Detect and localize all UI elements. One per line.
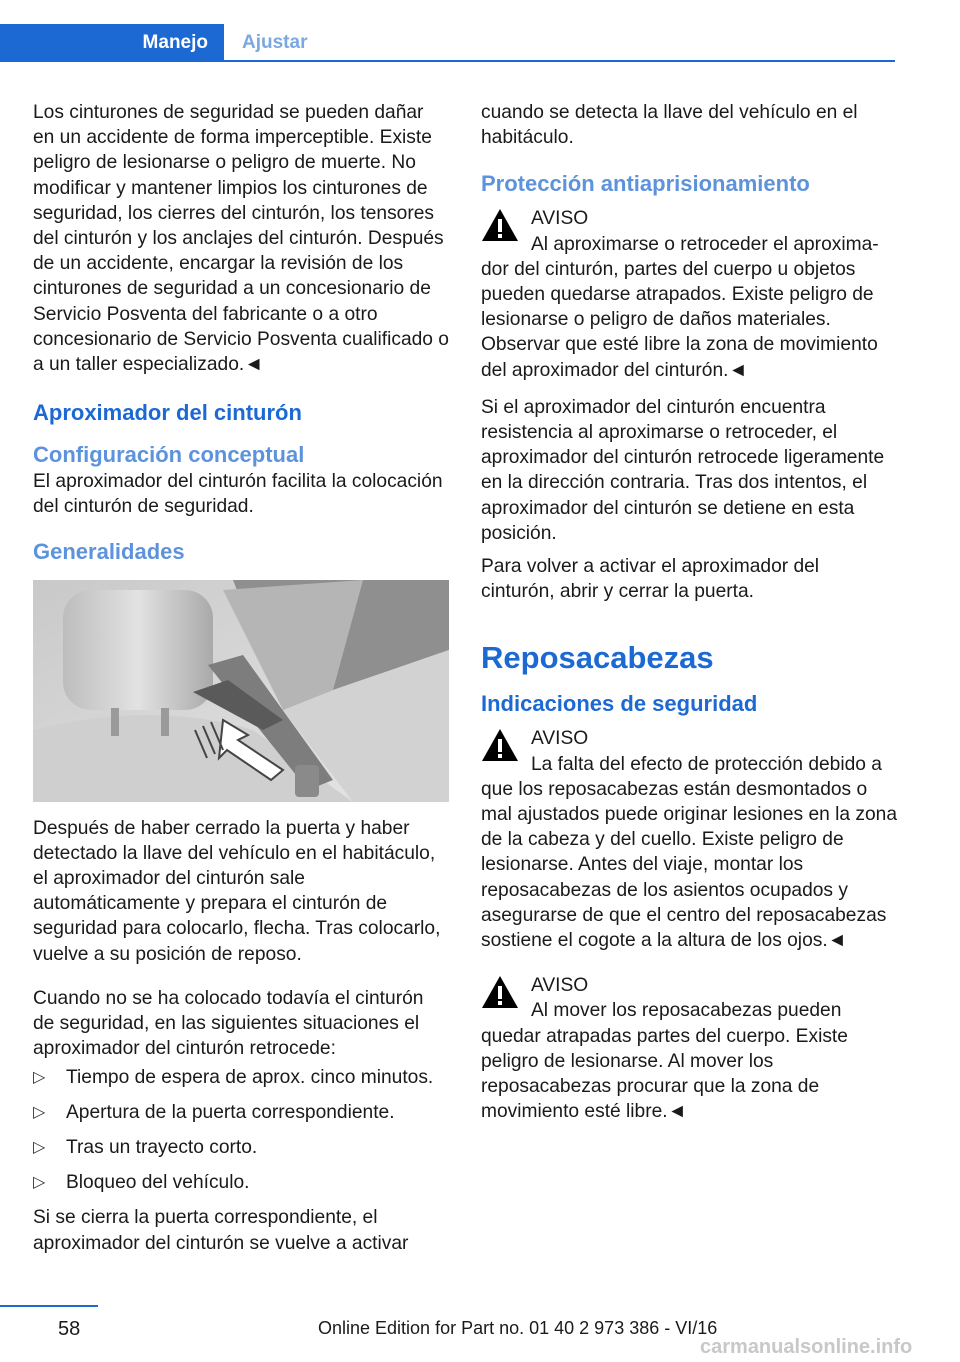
warning-first-line: Al aproximarse o retroceder el aproxima-	[531, 233, 879, 255]
heading-proteccion: Protección antiaprisionamiento	[481, 171, 810, 197]
warning-body: que los reposacabezas están desmontados o mal ajustados puede originar lesiones en la zona de la cabeza y del cuello. Existe peligro de lesionarse. Antes del viaje, montar los reposacabezas de los asientos ocupados y asegurarse de que el centro del reposacabezas sostiene el cogote a la altura de los ojos.◄	[481, 778, 897, 952]
warning-block-pinch-headrest	[481, 973, 897, 1124]
warning-first-line: La falta del efecto de protección debido a	[531, 753, 882, 775]
edition-text: Online Edition for Part no. 01 40 2 973 386 - VI/16	[318, 1318, 718, 1338]
header-divider	[0, 60, 895, 62]
retract-conditions-intro: Cuando no se ha colocado todavía el cinturón de seguridad, en las siguientes situaciones el aproximador del cinturón retrocede:	[33, 987, 424, 1060]
right-column	[481, 100, 897, 1125]
footer-divider	[0, 1305, 98, 1307]
continuation-paragraph: cuando se detecta la llave del vehículo en el habitáculo.	[481, 102, 858, 149]
tab-ajustar[interactable]: Ajustar	[242, 32, 308, 53]
heading-configuracion: Configuración conceptual	[33, 442, 305, 468]
warning-label: AVISO	[531, 208, 589, 230]
warning-triangle-icon	[481, 728, 519, 762]
warning-label: AVISO	[531, 728, 589, 750]
list-item: ▷ Tras un trayecto corto.	[33, 1137, 258, 1159]
warning-triangle-icon	[481, 208, 519, 242]
heading-indicaciones: Indicaciones de seguridad	[481, 691, 758, 717]
list-item: ▷ Apertura de la puerta correspondiente.	[33, 1102, 395, 1124]
belt-presenter-image	[33, 580, 449, 802]
warning-body: dor del cinturón, partes del cuerpo u objetos pueden quedarse atrapados. Existe peligro de lesionarse o peligro de daños materiales. Observar que esté libre la zona de movimiento del aproximador del cinturón.◄	[481, 258, 878, 381]
watermark: carmanualsonline.info	[700, 1336, 913, 1358]
presenter-description: Después de haber cerrado la puerta y haber detectado la llave del vehículo en el habitáculo, el aproximador del cinturón sale automáticamente y prepara el cinturón de seguridad para colocarlo, flecha. Tras colocarlo, vuelve a su posición de reposo.	[33, 817, 441, 965]
warning-triangle-icon	[481, 975, 519, 1009]
warning-label: AVISO	[531, 975, 589, 997]
reactivate-paragraph: Para volver a activar el aproximador del cinturón, abrir y cerrar la puerta.	[481, 556, 820, 603]
warning-block-headrest	[481, 726, 897, 953]
warning-body: quedar atrapadas partes del cuerpo. Existe peligro de lesionarse. Al mover los reposacabezas procurar que la zona de movimiento esté libre.◄	[481, 1025, 848, 1123]
section-tabs	[0, 24, 323, 62]
retract-conditions-list	[33, 1065, 449, 1195]
heading-generalidades: Generalidades	[33, 538, 185, 564]
heading-reposacabezas: Reposacabezas	[481, 640, 714, 676]
triangle-bullet-icon: ▷	[33, 1069, 46, 1087]
left-column	[33, 100, 449, 1256]
reactivation-paragraph: Si se cierra la puerta correspondiente, el aproximador del cinturón se vuelve a activar	[33, 1207, 409, 1254]
warning-first-line: Al mover los reposacabezas pueden	[531, 1000, 842, 1022]
resistance-paragraph: Si el aproximador del cinturón encuentra resistencia al aproximarse o retroceder, el aproximador del cinturón retrocede ligeramente en la dirección contraria. Tras dos intentos, el aproximador del cinturón se detiene en esta posición.	[481, 396, 885, 544]
triangle-bullet-icon: ▷	[33, 1139, 46, 1157]
list-item: ▷ Tiempo de espera de aprox. cinco minutos.	[33, 1067, 434, 1089]
list-item: ▷ Bloqueo del vehículo.	[33, 1172, 250, 1194]
page-number: 58	[58, 1318, 81, 1340]
intro-paragraph: Los cinturones de seguridad se pueden dañar en un accidente de forma imperceptible. Existe peligro de lesionarse o peligro de muerte. No modificar y mantener limpios los cinturones de seguridad, los cierres del cinturón, los tensores del cinturón y los anclajes del cinturón. Después de un accidente, encargar la revisión de los cinturones de seguridad a un concesionario de Servicio Posventa del fabricante o a otro concesionario de Servicio Posventa cualificado o a un taller especializado.◄	[33, 102, 449, 376]
heading-aproximador: Aproximador del cinturón	[33, 400, 302, 426]
belt-presenter-illustration	[33, 580, 449, 802]
triangle-bullet-icon: ▷	[33, 1104, 46, 1122]
warning-block-pinch	[481, 206, 897, 382]
config-paragraph: El aproximador del cinturón facilita la colocación del cinturón de seguridad.	[33, 471, 443, 518]
page-header	[0, 0, 960, 64]
triangle-bullet-icon: ▷	[33, 1174, 46, 1192]
tab-manejo[interactable]: Manejo	[0, 24, 224, 62]
